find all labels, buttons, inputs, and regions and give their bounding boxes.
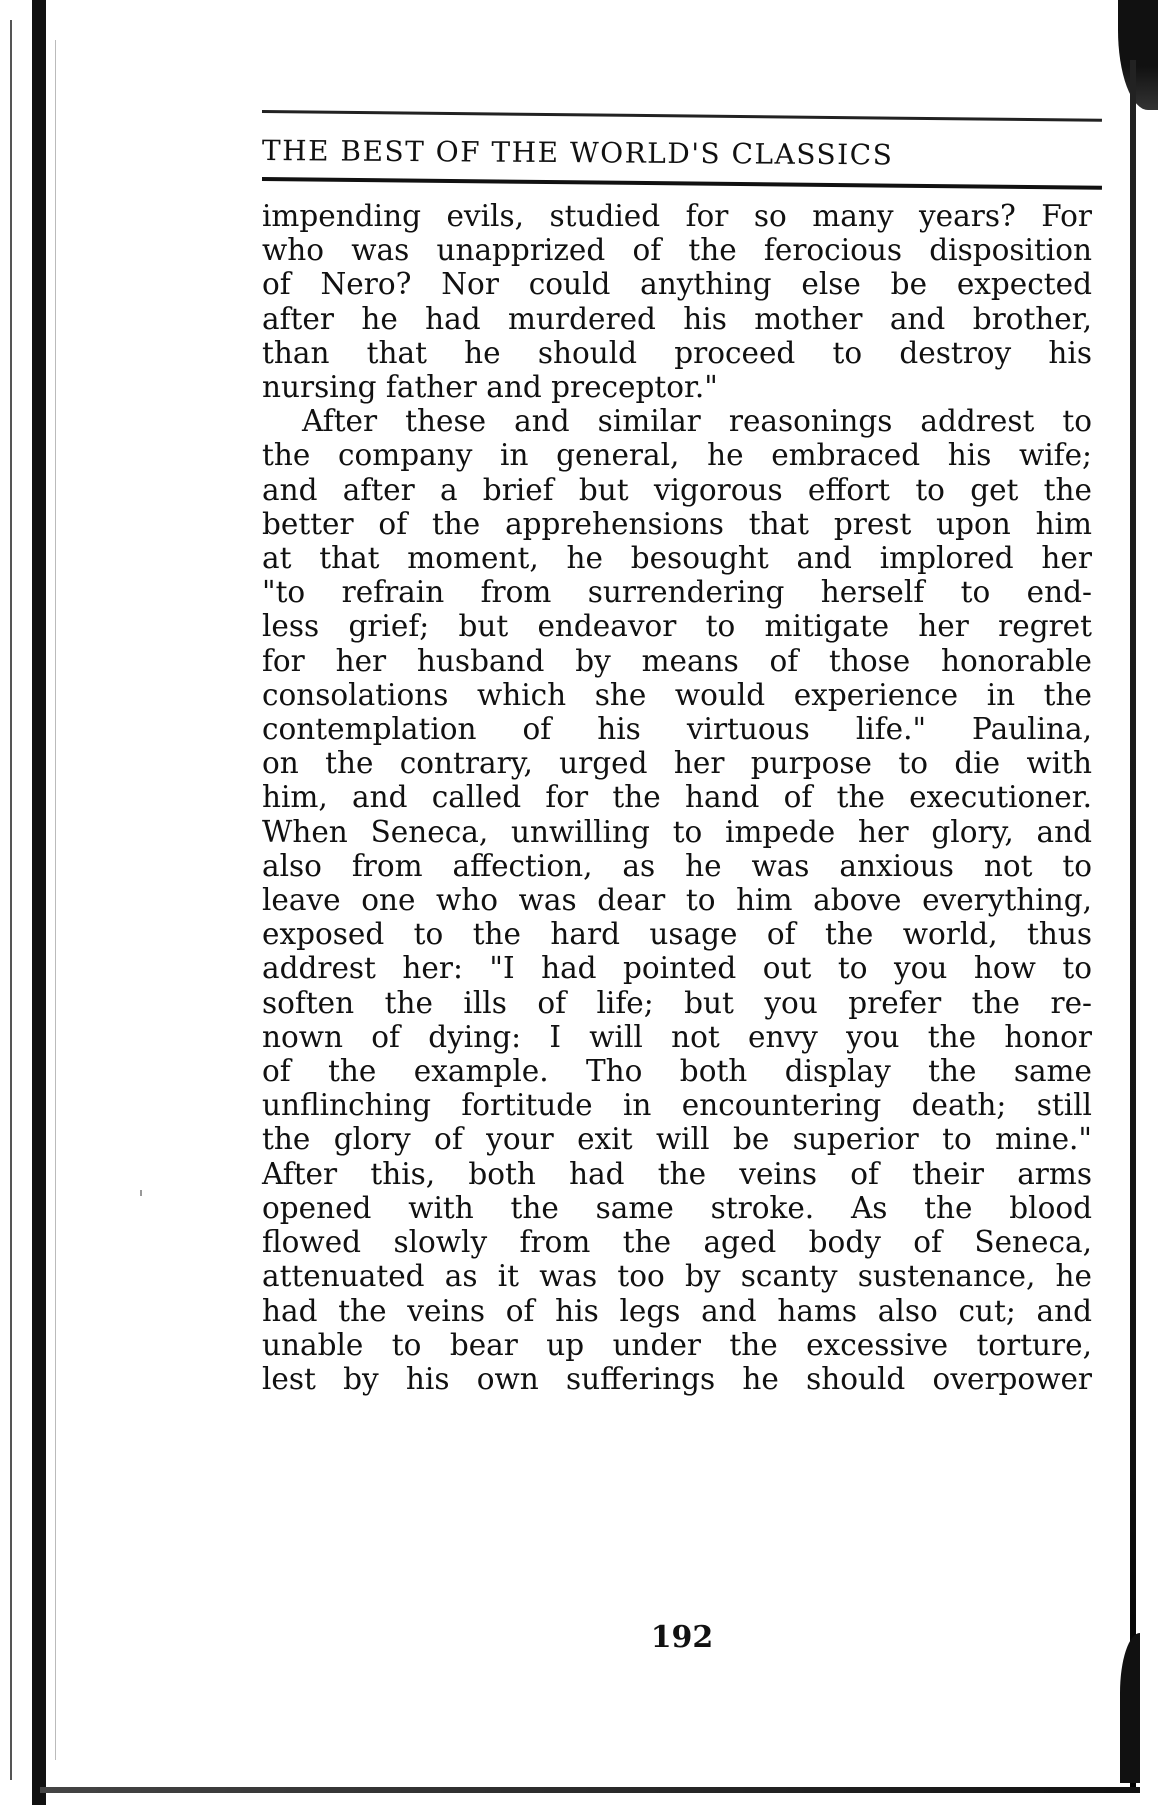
text-line: for her husband by means of those honorable [262, 643, 1092, 678]
body-text [262, 199, 1102, 1396]
page-right-edge [1130, 60, 1136, 1790]
text-line: impending evils, studied for so many years? For [262, 199, 1092, 233]
text-line: the glory of your exit will be superior to mine." [262, 1122, 1092, 1157]
page-corner-curl [1118, 0, 1158, 110]
header-rule-bottom [262, 177, 1102, 190]
text-line: than that he should proceed to destroy his [262, 335, 1092, 370]
text-line: and after a brief but vigorous effort to get the [262, 472, 1092, 507]
margin-speck [140, 1190, 142, 1196]
text-line: on the contrary, urged her purpose to die with [262, 746, 1092, 781]
text-line: addrest her: "I had pointed out to you how to [262, 951, 1092, 986]
header-rule-top [262, 110, 1102, 122]
text-line: had the veins of his legs and hams also cut; and [262, 1293, 1092, 1328]
page-bottom-corner [1120, 1633, 1140, 1783]
text-line: nown of dying: I will not envy you the honor [262, 1019, 1092, 1054]
text-line: him, and called for the hand of the executioner. [262, 780, 1092, 815]
text-line: exposed to the hard usage of the world, thus [262, 917, 1092, 952]
book-page [261, 110, 1102, 1655]
gutter-line [55, 40, 56, 1760]
running-head: THE BEST OF THE WORLD'S CLASSICS [261, 134, 894, 172]
text-line: attenuated as it was too by scanty sustenance, he [262, 1259, 1092, 1294]
text-line: leave one who was dear to him above everything, [262, 883, 1092, 918]
text-line: who was unapprized of the ferocious disposition [262, 233, 1092, 268]
text-line: at that moment, he besought and implored her [262, 541, 1092, 576]
text-line: the company in general, he embraced his wife; [262, 438, 1092, 473]
text-line: nursing father and preceptor." [262, 370, 718, 405]
text-line: unable to bear up under the excessive torture, [262, 1327, 1092, 1362]
page-number: 192 [650, 1620, 714, 1655]
text-line: soften the ills of life; but you prefer the re- [262, 985, 1092, 1020]
text-line: opened with the same stroke. As the blood [262, 1190, 1092, 1225]
text-line: less grief; but endeavor to mitigate her regret [262, 609, 1092, 644]
text-line: When Seneca, unwilling to impede her glory, and [262, 814, 1092, 849]
text-line: after he had murdered his mother and brother, [262, 301, 1092, 336]
text-line: of Nero? Nor could anything else be expected [262, 267, 1092, 302]
text-line: of the example. Tho both display the same [262, 1054, 1092, 1089]
text-line: better of the apprehensions that prest upon him [262, 506, 1092, 541]
page-bottom-edge [40, 1787, 1140, 1793]
text-line: lest by his own sufferings he should overpower [262, 1361, 1092, 1396]
text-line: After these and similar reasonings addrest to [302, 404, 1092, 439]
binding-edge [32, 0, 46, 1805]
text-line: unflinching fortitude in encountering death; still [262, 1088, 1092, 1123]
text-line: consolations which she would experience in the [262, 677, 1092, 712]
binding-line [10, 20, 12, 1780]
text-line: "to refrain from surrendering herself to end- [262, 575, 1092, 610]
text-line: flowed slowly from the aged body of Seneca, [262, 1225, 1092, 1260]
text-line: After this, both had the veins of their arms [262, 1156, 1092, 1191]
text-line: also from affection, as he was anxious not to [262, 848, 1092, 883]
text-line: contemplation of his virtuous life." Paulina, [262, 712, 1092, 747]
